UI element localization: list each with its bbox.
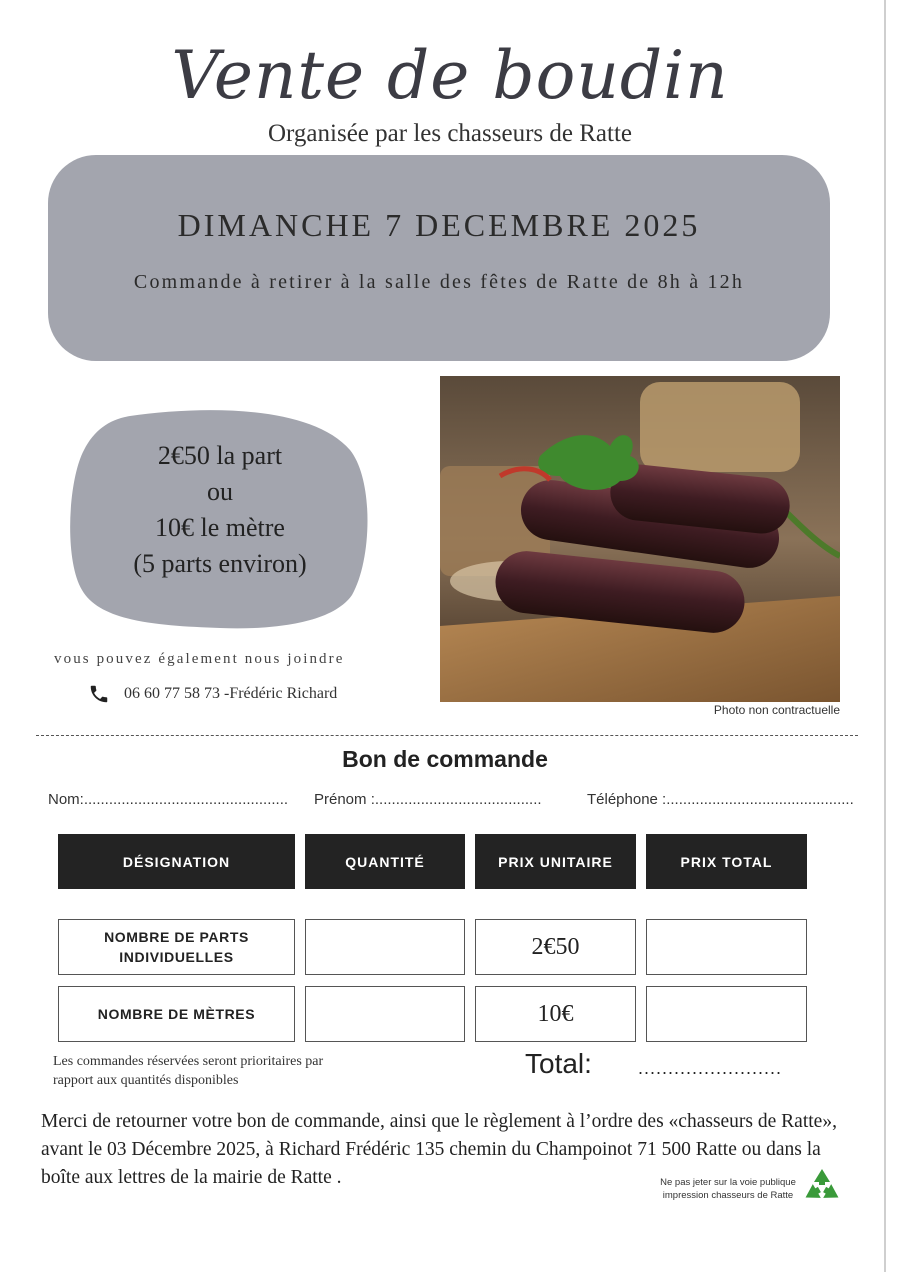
phone-icon (88, 683, 110, 705)
col-header-unit-price: PRIX UNITAIRE (475, 834, 636, 889)
row-meters-price-value: 10€ (537, 1000, 574, 1027)
row-parts-total-input[interactable] (646, 919, 807, 975)
pickup-info: Commande à retirer à la salle des fêtes de Ratte de 8h à 12h (133, 271, 745, 293)
col-header-designation: DÉSIGNATION (58, 834, 295, 889)
total-input[interactable]: ........................ (638, 1058, 783, 1078)
recycle-icon (800, 1166, 844, 1210)
cut-line (36, 735, 858, 736)
row-parts-unit-price (475, 919, 636, 975)
row-meters-designation (58, 986, 295, 1042)
row-parts-quantity-input[interactable] (305, 919, 465, 975)
row-parts-label-line1: NOMBRE DE PARTS (104, 929, 249, 945)
contact-intro: vous pouvez également nous joindre (54, 651, 345, 667)
date-banner (48, 155, 830, 361)
parts-per-meter: (5 parts environ) (133, 549, 307, 578)
eco-notice: Ne pas jeter sur la voie publique (660, 1177, 796, 1188)
row-parts-price-value: 2€50 (531, 933, 580, 960)
price-info (85, 438, 355, 582)
photo-caption: Photo non contractuelle (713, 703, 840, 717)
first-name-field[interactable]: Prénom :........................................ (314, 791, 542, 808)
col-header-quantity: QUANTITÉ (305, 834, 465, 889)
priority-note-line1: Les commandes réservées seront prioritaires par (53, 1054, 324, 1069)
boudin-photo (440, 376, 840, 702)
phone-field[interactable]: Téléphone :............................................. (587, 791, 854, 808)
row-meters-quantity-input[interactable] (305, 986, 465, 1042)
row-parts-designation (58, 919, 295, 975)
total-label: Total: (525, 1048, 592, 1079)
event-date: DIMANCHE 7 DECEMBRE 2025 (177, 207, 701, 243)
page-edge-line (884, 0, 886, 1272)
print-credit: impression chasseurs de Ratte (662, 1190, 794, 1201)
row-meters-total-input[interactable] (646, 986, 807, 1042)
poster-subtitle: Organisée par les chasseurs de Ratte (268, 120, 632, 147)
col-header-total-price: PRIX TOTAL (646, 834, 807, 889)
price-or: ou (207, 477, 233, 506)
price-per-part: 2€50 la part (157, 441, 283, 470)
row-meters-label: NOMBRE DE MÈTRES (97, 1006, 256, 1022)
order-form-title: Bon de commande (342, 746, 548, 772)
return-instructions: Merci de retourner votre bon de commande, ainsi que le règlement à l’ordre des «chasseurs de Ratte», avant le 03 Décembre 2025, à Richard Frédéric 135 chemin du Champoinot 71 500 Ratte ou dans la boîte aux lettres de la mairie de Ratte . (41, 1111, 837, 1188)
name-field[interactable]: Nom:................................................. (48, 791, 289, 808)
contact-phone: 06 60 77 58 73 -Frédéric Richard (124, 685, 338, 702)
priority-note-line2: rapport aux quantités disponibles (53, 1073, 239, 1088)
row-meters-unit-price (475, 986, 636, 1042)
price-per-meter: 10€ le mètre (155, 513, 285, 542)
poster-title: Vente de boudin (171, 37, 729, 114)
row-parts-label-line2: INDIVIDUELLES (119, 949, 234, 965)
priority-note (53, 1052, 413, 1090)
